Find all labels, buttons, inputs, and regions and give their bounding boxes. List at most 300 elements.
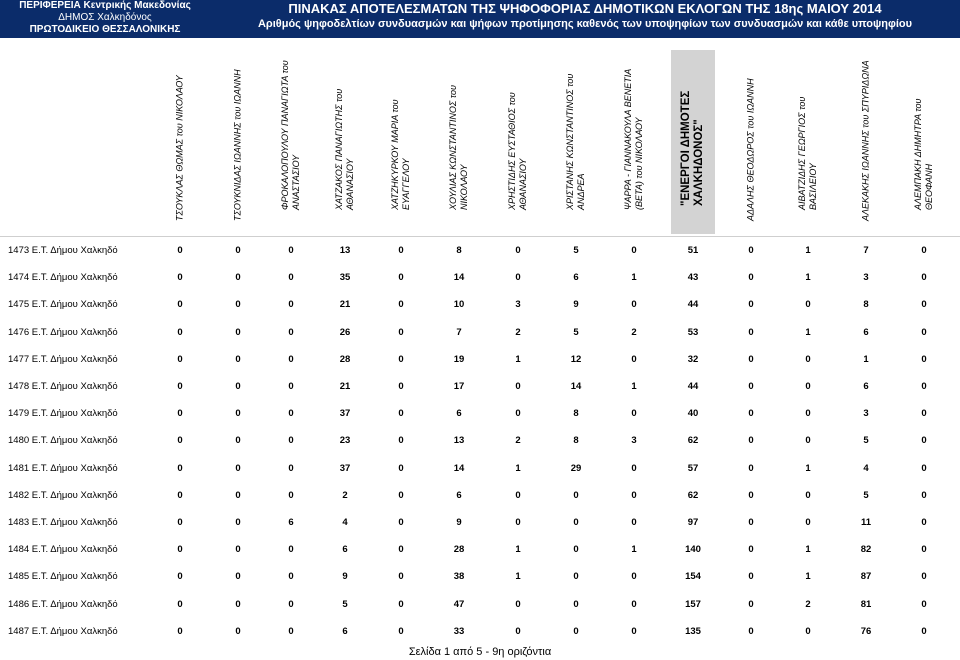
vote-count-cell: 0	[921, 408, 927, 420]
header-divider	[0, 236, 960, 237]
table-row	[0, 401, 960, 428]
vote-count-cell: 9	[456, 517, 462, 528]
vote-count-cell: 32	[687, 353, 699, 365]
vote-count-cell: 29	[570, 462, 582, 474]
column-header-line: ΕΥΑΓΓΕΛΟΥ	[401, 158, 411, 210]
polling-station-label: 1484 Ε.Τ. Δήμου Χαλκηδό	[8, 544, 118, 556]
vote-count-cell: 0	[921, 517, 927, 528]
column-header-label	[565, 74, 587, 210]
vote-count-cell: 0	[235, 517, 241, 528]
vote-count-cell: 3	[515, 299, 521, 311]
vote-count-cell: 0	[398, 272, 404, 284]
table-row	[0, 238, 960, 265]
vote-count-cell: 81	[860, 598, 872, 610]
vote-count-cell: 0	[921, 462, 927, 474]
vote-count-cell: 7	[456, 326, 462, 338]
polling-station-label: 1477 Ε.Τ. Δήμου Χαλκηδό	[8, 353, 118, 365]
vote-count-cell: 6	[342, 544, 348, 556]
vote-count-cell: 0	[398, 544, 404, 556]
vote-count-cell: 53	[687, 326, 699, 338]
vote-count-cell: 0	[235, 326, 241, 338]
vote-count-cell: 8	[573, 435, 579, 447]
vote-count-cell: 62	[687, 489, 699, 501]
vote-count-cell: 47	[453, 598, 465, 610]
column-header-label	[233, 69, 244, 221]
vote-count-cell: 0	[631, 598, 637, 610]
table-row	[0, 510, 960, 537]
organization-block	[0, 0, 210, 36]
vote-count-cell: 0	[177, 625, 183, 637]
vote-count-cell: 0	[921, 381, 927, 392]
vote-count-cell: 6	[456, 408, 462, 420]
column-header-label	[280, 60, 302, 210]
vote-count-cell: 0	[748, 517, 754, 528]
vote-count-cell: 1	[515, 353, 521, 365]
vote-count-cell: 0	[805, 381, 811, 392]
vote-count-cell: 0	[748, 245, 754, 256]
vote-count-cell: 1	[805, 326, 811, 338]
vote-count-cell: 0	[177, 353, 183, 365]
column-header-line: ΒΑΣΙΛΕΙΟΥ	[808, 163, 818, 210]
vote-count-cell: 0	[921, 299, 927, 311]
vote-count-cell: 19	[453, 353, 465, 365]
vote-count-cell: 0	[235, 353, 241, 365]
vote-count-cell: 21	[339, 381, 351, 392]
column-header-label	[746, 78, 757, 221]
vote-count-cell: 6	[342, 625, 348, 637]
vote-count-cell: 0	[921, 544, 927, 556]
vote-count-cell: 8	[456, 245, 462, 256]
vote-count-cell: 154	[685, 571, 701, 583]
vote-count-cell: 1	[863, 353, 869, 365]
vote-count-cell: 1	[805, 544, 811, 556]
vote-count-cell: 0	[921, 625, 927, 637]
vote-count-cell: 0	[748, 381, 754, 392]
vote-count-cell: 37	[339, 462, 351, 474]
vote-count-cell: 40	[687, 408, 699, 420]
vote-count-cell: 0	[235, 544, 241, 556]
vote-count-cell: 0	[288, 272, 294, 284]
vote-count-cell: 26	[339, 326, 351, 338]
polling-station-label: 1475 Ε.Τ. Δήμου Χαλκηδό	[8, 299, 118, 311]
column-header-line: ΤΣΟΥΚΝΙΔΑΣ ΙΩΑΝΝΗΣ του ΙΩΑΝΝΗ	[232, 69, 243, 221]
column-header-line: ΑΘΑΝΑΣΙΟΥ	[518, 158, 528, 210]
vote-count-cell: 0	[398, 435, 404, 447]
vote-count-cell: 0	[515, 625, 521, 637]
vote-count-cell: 0	[805, 435, 811, 447]
table-row	[0, 374, 960, 401]
vote-count-cell: 0	[177, 272, 183, 284]
vote-count-cell: 0	[515, 489, 521, 501]
vote-count-cell: 0	[573, 571, 579, 583]
vote-count-cell: 0	[235, 435, 241, 447]
vote-count-cell: 5	[863, 489, 869, 501]
vote-count-cell: 0	[398, 408, 404, 420]
vote-count-cell: 5	[573, 245, 579, 256]
column-header-line: ΑΙΒΑΤΖΙΔΗΣ ΓΕΩΡΓΙΟΣ του	[797, 96, 807, 210]
vote-count-cell: 23	[339, 435, 351, 447]
column-header-line: ΑΛΕΜΠΑΚΗ ΔΗΜΗΤΡΑ του	[913, 98, 923, 210]
column-header-line: ΝΙΚΟΛΑΟΥ	[459, 164, 469, 210]
vote-count-cell: 1	[805, 272, 811, 284]
vote-count-cell: 0	[515, 272, 521, 284]
column-header-line: ΨΑΡΡΑ - ΓΙΑΝΝΑΚΟΥΛΑ ΒΕΝΕΤΙΑ	[623, 68, 633, 210]
vote-count-cell: 33	[453, 625, 465, 637]
vote-count-cell: 0	[631, 353, 637, 365]
report-title: ΠΙΝΑΚΑΣ ΑΠΟΤΕΛΕΣΜΑΤΩΝ ΤΗΣ ΨΗΦΟΦΟΡΙΑΣ ΔΗΜΟΤΙΚΩΝ ΕΚΛΟΓΩΝ ΤΗΣ 18ης ΜΑΙΟΥ 2014	[288, 1, 882, 16]
vote-count-cell: 0	[631, 625, 637, 637]
vote-count-cell: 0	[177, 517, 183, 528]
column-header	[154, 46, 206, 234]
vote-count-cell: 0	[177, 598, 183, 610]
polling-station-label: 1483 Ε.Τ. Δήμου Χαλκηδό	[8, 517, 118, 528]
column-header	[608, 46, 660, 234]
vote-count-cell: 0	[748, 408, 754, 420]
column-header-line: "ΕΝΕΡΓΟΙ ΔΗΜΟΤΕΣ	[680, 90, 692, 206]
polling-station-label: 1481 Ε.Τ. Δήμου Χαλκηδό	[8, 462, 118, 474]
vote-count-cell: 0	[805, 353, 811, 365]
column-header-label	[390, 99, 412, 210]
vote-count-cell: 0	[805, 625, 811, 637]
vote-count-cell: 17	[453, 381, 465, 392]
vote-count-cell: 11	[860, 517, 872, 528]
vote-count-cell: 43	[687, 272, 699, 284]
column-header	[319, 46, 371, 234]
vote-count-cell: 0	[288, 353, 294, 365]
column-header	[782, 46, 834, 234]
vote-count-cell: 62	[687, 435, 699, 447]
vote-count-cell: 44	[687, 381, 699, 392]
column-header-line: ΑΛΕΚΑΚΗΣ ΙΩΑΝΝΗΣ του ΣΠΥΡΙΔΩΝΑ	[860, 60, 871, 221]
column-header-label	[334, 89, 356, 210]
vote-count-cell: 0	[177, 544, 183, 556]
report-subtitle: Αριθμός ψηφοδελτίων συνδυασμών και ψήφων προτίμησης καθενός των υποψηφίων των συνδυασμών και κάθε υποψηφίου	[257, 18, 913, 30]
vote-count-cell: 0	[288, 245, 294, 256]
vote-count-cell: 6	[456, 489, 462, 501]
column-header	[492, 46, 544, 234]
report-header-bar	[0, 0, 960, 38]
vote-count-cell: 3	[863, 408, 869, 420]
municipality-name: ΔΗΜΟΣ Χαλκηδόνος	[58, 12, 152, 23]
vote-count-cell: 35	[339, 272, 351, 284]
column-header-line: ΑΝΔΡΕΑ	[576, 173, 586, 210]
column-header	[375, 46, 427, 234]
vote-count-cell: 0	[288, 571, 294, 583]
vote-count-cell: 0	[748, 299, 754, 311]
vote-count-cell: 0	[805, 408, 811, 420]
column-header-label	[623, 69, 645, 210]
vote-count-cell: 38	[453, 571, 465, 583]
column-header-line: ΧΟΥΛΙΑΣ ΚΩΝΣΤΑΝΤΙΝΟΣ του	[448, 85, 458, 210]
vote-count-cell: 0	[398, 245, 404, 256]
vote-count-cell: 8	[573, 408, 579, 420]
vote-count-cell: 28	[339, 353, 351, 365]
column-header-label	[175, 75, 186, 221]
vote-count-cell: 5	[573, 326, 579, 338]
column-header	[265, 46, 317, 234]
vote-count-cell: 0	[573, 544, 579, 556]
vote-count-cell: 6	[288, 517, 294, 528]
column-header-label	[861, 60, 872, 221]
table-row	[0, 483, 960, 510]
vote-count-cell: 1	[515, 462, 521, 474]
table-row	[0, 619, 960, 646]
vote-count-cell: 0	[805, 489, 811, 501]
vote-count-cell: 0	[177, 381, 183, 392]
vote-count-cell: 0	[748, 326, 754, 338]
table-row	[0, 456, 960, 483]
vote-count-cell: 9	[573, 299, 579, 311]
vote-count-cell: 0	[748, 571, 754, 583]
vote-count-cell: 0	[288, 598, 294, 610]
polling-station-label: 1479 Ε.Τ. Δήμου Χαλκηδό	[8, 408, 118, 420]
vote-count-cell: 0	[177, 245, 183, 256]
vote-count-cell: 87	[860, 571, 872, 583]
vote-count-cell: 2	[342, 489, 348, 501]
vote-count-cell: 9	[342, 571, 348, 583]
vote-count-cell: 0	[515, 408, 521, 420]
vote-count-cell: 0	[748, 353, 754, 365]
vote-count-cell: 0	[235, 245, 241, 256]
vote-count-cell: 0	[921, 435, 927, 447]
column-header	[671, 50, 715, 234]
table-row	[0, 428, 960, 455]
vote-count-cell: 0	[288, 625, 294, 637]
vote-count-cell: 0	[573, 517, 579, 528]
vote-count-cell: 7	[863, 245, 869, 256]
vote-count-cell: 0	[235, 489, 241, 501]
vote-count-cell: 44	[687, 299, 699, 311]
vote-count-cell: 0	[748, 272, 754, 284]
vote-count-cell: 97	[687, 517, 699, 528]
vote-count-cell: 0	[515, 381, 521, 392]
column-header-line: ΤΣΟΥΚΛΑΣ ΘΩΜΑΣ του ΝΙΚΟΛΑΟΥ	[174, 75, 185, 221]
vote-count-cell: 0	[235, 462, 241, 474]
column-header-line: ΑΘΑΝΑΣΙΟΥ	[345, 158, 355, 210]
vote-count-cell: 0	[748, 625, 754, 637]
column-header-label	[448, 85, 470, 210]
column-header	[898, 46, 950, 234]
vote-count-cell: 1	[515, 544, 521, 556]
column-header	[725, 46, 777, 234]
vote-count-cell: 0	[398, 489, 404, 501]
vote-count-cell: 157	[685, 598, 701, 610]
vote-count-cell: 0	[921, 245, 927, 256]
vote-count-cell: 3	[631, 435, 637, 447]
vote-count-cell: 10	[453, 299, 465, 311]
court-name: ΠΡΩΤΟΔΙΚΕΙΟ ΘΕΣΣΑΛΟΝΙΚΗΣ	[29, 24, 181, 35]
vote-count-cell: 0	[631, 517, 637, 528]
vote-count-cell: 0	[748, 489, 754, 501]
region-name: ΠΕΡΙΦΕΡΕΙΑ Κεντρικής Μακεδονίας	[19, 0, 191, 11]
vote-count-cell: 2	[631, 326, 637, 338]
vote-count-cell: 0	[748, 462, 754, 474]
column-header-label	[913, 99, 935, 210]
vote-count-cell: 0	[398, 571, 404, 583]
polling-station-label: 1485 Ε.Τ. Δήμου Χαλκηδό	[8, 571, 118, 583]
vote-count-cell: 0	[398, 517, 404, 528]
vote-count-cell: 0	[177, 299, 183, 311]
vote-count-cell: 6	[573, 272, 579, 284]
table-row	[0, 592, 960, 619]
vote-count-cell: 0	[235, 625, 241, 637]
vote-count-cell: 1	[631, 381, 637, 392]
vote-count-cell: 0	[631, 299, 637, 311]
vote-count-cell: 1	[631, 272, 637, 284]
column-header-line: ΧΑΤΖΑΚΟΣ ΠΑΝΑΓΙΩΤΗΣ του	[334, 88, 344, 210]
vote-count-cell: 0	[288, 408, 294, 420]
vote-count-cell: 5	[342, 598, 348, 610]
column-header-line: (ΒΕΤΑ) του ΝΙΚΟΛΑΟΥ	[634, 117, 644, 210]
column-header-line: ΧΑΤΖΗΚΥΡΚΟΥ ΜΑΡΙΑ του	[390, 99, 400, 210]
vote-count-cell: 0	[573, 489, 579, 501]
vote-count-cell: 0	[631, 408, 637, 420]
column-header-line: ΘΕΟΦΑΝΗ	[924, 163, 934, 210]
vote-count-cell: 0	[515, 245, 521, 256]
vote-count-cell: 2	[515, 435, 521, 447]
vote-count-cell: 5	[863, 435, 869, 447]
vote-count-cell: 0	[515, 598, 521, 610]
vote-count-cell: 0	[398, 381, 404, 392]
vote-count-cell: 0	[921, 353, 927, 365]
vote-count-cell: 0	[573, 598, 579, 610]
vote-count-cell: 0	[235, 381, 241, 392]
column-header	[212, 46, 264, 234]
vote-count-cell: 0	[748, 435, 754, 447]
title-block	[210, 0, 960, 31]
vote-count-cell: 14	[570, 381, 582, 392]
vote-count-cell: 0	[515, 517, 521, 528]
vote-count-cell: 57	[687, 462, 699, 474]
column-header-label	[507, 92, 529, 210]
vote-count-cell: 21	[339, 299, 351, 311]
vote-count-cell: 0	[177, 408, 183, 420]
vote-count-cell: 51	[687, 245, 699, 256]
vote-count-cell: 135	[685, 625, 701, 637]
polling-station-label: 1487 Ε.Τ. Δήμου Χαλκηδό	[8, 625, 118, 637]
vote-count-cell: 0	[398, 462, 404, 474]
vote-count-cell: 0	[288, 326, 294, 338]
vote-count-cell: 0	[631, 245, 637, 256]
polling-station-label: 1473 Ε.Τ. Δήμου Χαλκηδό	[8, 245, 118, 256]
vote-count-cell: 0	[805, 517, 811, 528]
vote-count-cell: 0	[235, 571, 241, 583]
vote-count-cell: 0	[398, 625, 404, 637]
column-header-label	[680, 91, 706, 206]
vote-count-cell: 82	[860, 544, 872, 556]
vote-count-cell: 0	[748, 598, 754, 610]
column-header-line: ΑΔΑΛΗΣ ΘΕΟΔΩΡΟΣ του ΙΩΑΝΝΗ	[745, 78, 756, 221]
vote-count-cell: 76	[860, 625, 872, 637]
vote-count-cell: 1	[805, 571, 811, 583]
column-header	[550, 46, 602, 234]
vote-count-cell: 0	[398, 598, 404, 610]
vote-count-cell: 3	[863, 272, 869, 284]
vote-count-cell: 0	[235, 272, 241, 284]
vote-count-cell: 0	[748, 544, 754, 556]
column-header-line: ΦΡΟΚΑΛΟΠΟΥΛΟΥ ΠΑΝΑΓΙΩΤΑ του	[280, 60, 290, 210]
vote-count-cell: 0	[235, 299, 241, 311]
vote-count-cell: 0	[631, 489, 637, 501]
vote-count-cell: 0	[398, 326, 404, 338]
vote-count-cell: 0	[921, 598, 927, 610]
vote-count-cell: 0	[288, 435, 294, 447]
vote-count-cell: 0	[288, 462, 294, 474]
column-header	[840, 46, 892, 234]
vote-count-cell: 0	[573, 625, 579, 637]
vote-count-cell: 1	[805, 462, 811, 474]
vote-count-cell: 0	[631, 571, 637, 583]
vote-count-cell: 14	[453, 462, 465, 474]
table-row	[0, 347, 960, 374]
vote-count-cell: 13	[339, 245, 351, 256]
vote-count-cell: 0	[288, 489, 294, 501]
column-header-label	[797, 97, 819, 210]
polling-station-label: 1476 Ε.Τ. Δήμου Χαλκηδό	[8, 326, 118, 338]
vote-count-cell: 14	[453, 272, 465, 284]
vote-count-cell: 0	[631, 462, 637, 474]
table-row	[0, 265, 960, 292]
polling-station-label: 1482 Ε.Τ. Δήμου Χαλκηδό	[8, 489, 118, 501]
vote-count-cell: 0	[177, 489, 183, 501]
vote-count-cell: 2	[515, 326, 521, 338]
column-header-line: ΧΡΙΣΤΑΝΗΣ ΚΩΝΣΤΑΝΤΙΝΟΣ του	[565, 73, 575, 210]
vote-count-cell: 0	[288, 544, 294, 556]
polling-station-label: 1480 Ε.Τ. Δήμου Χαλκηδό	[8, 435, 118, 447]
table-row	[0, 320, 960, 347]
column-header-line: ΑΝΑΣΤΑΣΙΟΥ	[291, 154, 301, 210]
column-header-line: ΧΑΛΚΗΔΟΝΟΣ"	[693, 119, 705, 206]
table-row	[0, 537, 960, 564]
vote-count-cell: 0	[177, 435, 183, 447]
table-row	[0, 292, 960, 319]
vote-count-cell: 1	[631, 544, 637, 556]
vote-count-cell: 0	[398, 353, 404, 365]
vote-count-cell: 0	[288, 381, 294, 392]
polling-station-label: 1478 Ε.Τ. Δήμου Χαλκηδό	[8, 381, 118, 392]
vote-count-cell: 28	[453, 544, 465, 556]
vote-count-cell: 6	[863, 381, 869, 392]
vote-count-cell: 1	[515, 571, 521, 583]
vote-count-cell: 0	[921, 489, 927, 501]
column-header	[433, 46, 485, 234]
vote-count-cell: 8	[863, 299, 869, 311]
vote-count-cell: 4	[342, 517, 348, 528]
vote-count-cell: 0	[805, 299, 811, 311]
vote-count-cell: 140	[685, 544, 701, 556]
vote-count-cell: 0	[235, 598, 241, 610]
vote-count-cell: 2	[805, 598, 811, 610]
polling-station-label: 1474 Ε.Τ. Δήμου Χαλκηδό	[8, 272, 118, 284]
vote-count-cell: 1	[805, 245, 811, 256]
column-header-line: ΧΡΗΣΤΙΔΗΣ ΕΥΣΤΑΘΙΟΣ του	[507, 92, 517, 210]
vote-count-cell: 0	[398, 299, 404, 311]
vote-count-cell: 0	[921, 571, 927, 583]
vote-count-cell: 0	[177, 326, 183, 338]
vote-count-cell: 0	[921, 272, 927, 284]
polling-station-label: 1486 Ε.Τ. Δήμου Χαλκηδό	[8, 598, 118, 610]
vote-count-cell: 13	[453, 435, 465, 447]
vote-count-cell: 0	[177, 571, 183, 583]
vote-count-cell: 37	[339, 408, 351, 420]
table-row	[0, 564, 960, 591]
vote-count-cell: 4	[863, 462, 869, 474]
vote-count-cell: 12	[570, 353, 582, 365]
vote-count-cell: 0	[921, 326, 927, 338]
vote-count-cell: 0	[177, 462, 183, 474]
vote-count-cell: 0	[288, 299, 294, 311]
vote-count-cell: 6	[863, 326, 869, 338]
